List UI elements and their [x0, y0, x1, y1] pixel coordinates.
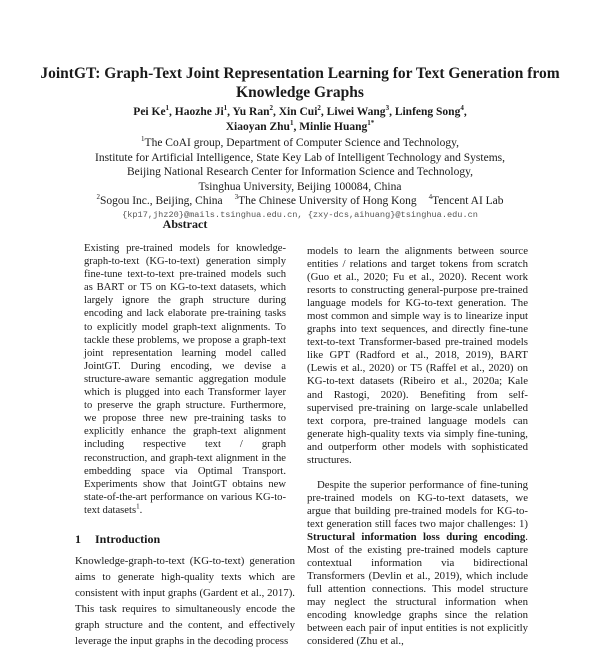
author: Xin Cui$^2$ [278, 104, 321, 118]
author: Minlie Huang$^{1*}$ [299, 119, 375, 133]
paragraph: models to learn the alignments between source entities / relations and target tokens from scratch (Guo et al., 2020; Fu et al., 2020). Recent work resorts to constructing general-purpose pre-trained language models for KG-to-text generation. The most common and simple way is to linearize input graphs into text sequences, and directly fine-tune text-to-text Transformer-based pre-trained models like GPT (Radford et al., 2018, 2019), BART (Lewis et al., 2020) or T5 (Raffel et al., 2020) on KG-to-text datasets (Ribeiro et al., 2020a; Kale and Rastogi, 2020). Benefiting from self-supervised pre-training on large-scale unlabelled text corpora, pre-trained language models can generate high-quality texts via simply fine-tuning, and outperform other models with sophisticated structures. [307, 245, 528, 466]
affiliation: $^4$Tencent AI Lab [428, 193, 504, 207]
author: Pei Ke$^1$ [133, 104, 170, 118]
abstract-heading: Abstract [162, 217, 208, 231]
introduction-body: Knowledge-graph-to-text (KG-to-text) generation aims to generate high-quality texts which are consistent with input graphs (Gardent et al., 2017). This task requires to simultaneously encode the graph structure and the content, and effectively leverage the input graphs in the decoding process [75, 554, 295, 647]
author: Yu Ran$^2$ [232, 104, 273, 118]
section-heading-introduction: 1 Introduction [75, 531, 161, 546]
author: Xiaoyan Zhu$^1$ [225, 119, 294, 133]
affiliation: $^2$Sogou Inc., Beijing, China [96, 193, 223, 207]
paper-header [30, 64, 570, 222]
affiliation: $^3$The Chinese University of Hong Kong [234, 193, 417, 207]
footnote-mark[interactable]: 1 [136, 502, 140, 511]
affiliation-primary: $^1$The CoAI group, Department of Computer Science and Technology, Institute for Artificial Intelligence, State Key Lab of Intelligent Technology and Systems, Beijing National Research Center for Information Science and Technology, Tsinghua University, Beijing 100084, China [94, 135, 505, 193]
author: Liwei Wang$^3$ [326, 104, 390, 118]
author: Haozhe Ji$^1$ [174, 104, 228, 118]
left-column [75, 216, 295, 649]
paper-title: JointGT: Graph-Text Joint Representation Learning for Text Generation from Knowledge Graphs [40, 65, 560, 101]
author: Linfeng Song$^4$ [394, 104, 464, 118]
author-emails: {kp17,jhz20}@mails.tsinghua.edu.cn, {zxy-dcs,aihuang}@tsinghua.edu.cn [122, 210, 478, 220]
abstract-body: Existing pre-trained models for knowledge-graph-to-text (KG-to-text) generation simply fine-tune text-to-text pre-trained models such as BART or T5 on KG-to-text datasets, which largely ignore the graph structure during encoding and lack elaborate pre-training tasks to explicitly model graph-text alignments. To tackle these problems, we propose a graph-text joint representation learning model called JointGT. During encoding, we devise a structure-aware semantic aggregation module which is plugged into each Transformer layer to preserve the graph structure. Furthermore, we propose three new pre-training tasks to explicitly enhance the graph-text alignment including respective text / graph reconstruction, and graph-text alignment in the embedding space via Optimal Transport. Experiments show that JointGT obtains new state-of-the-art performance on various KG-to-text datasets$^1$. [84, 243, 286, 516]
paragraph: Despite the superior performance of fine-tuning pre-trained models on KG-to-text datasets, we argue that building pre-trained models for KG-to-text generation still faces two major challenges: 1) Structural information loss during encoding. Most of the existing pre-trained models capture contextual information via bidirectional Transformers (Devlin et al., 2019), which include full attention connections. This model structure may neglect the structural information when encoding knowledge graphs since the relation between each pair of input entities is not explicitly considered (Zhu et al., [307, 478, 528, 648]
affiliation-secondary [30, 194, 570, 209]
author-list: Pei Ke$^1$, Haozhe Ji$^1$, Yu Ran$^2$, Xin Cui$^2$, Liwei Wang$^3$, Linfeng Song$^4$, Xiaoyan Zhu$^1$, Minlie Huang$^{1*}$ [133, 104, 467, 133]
right-column [307, 245, 528, 648]
